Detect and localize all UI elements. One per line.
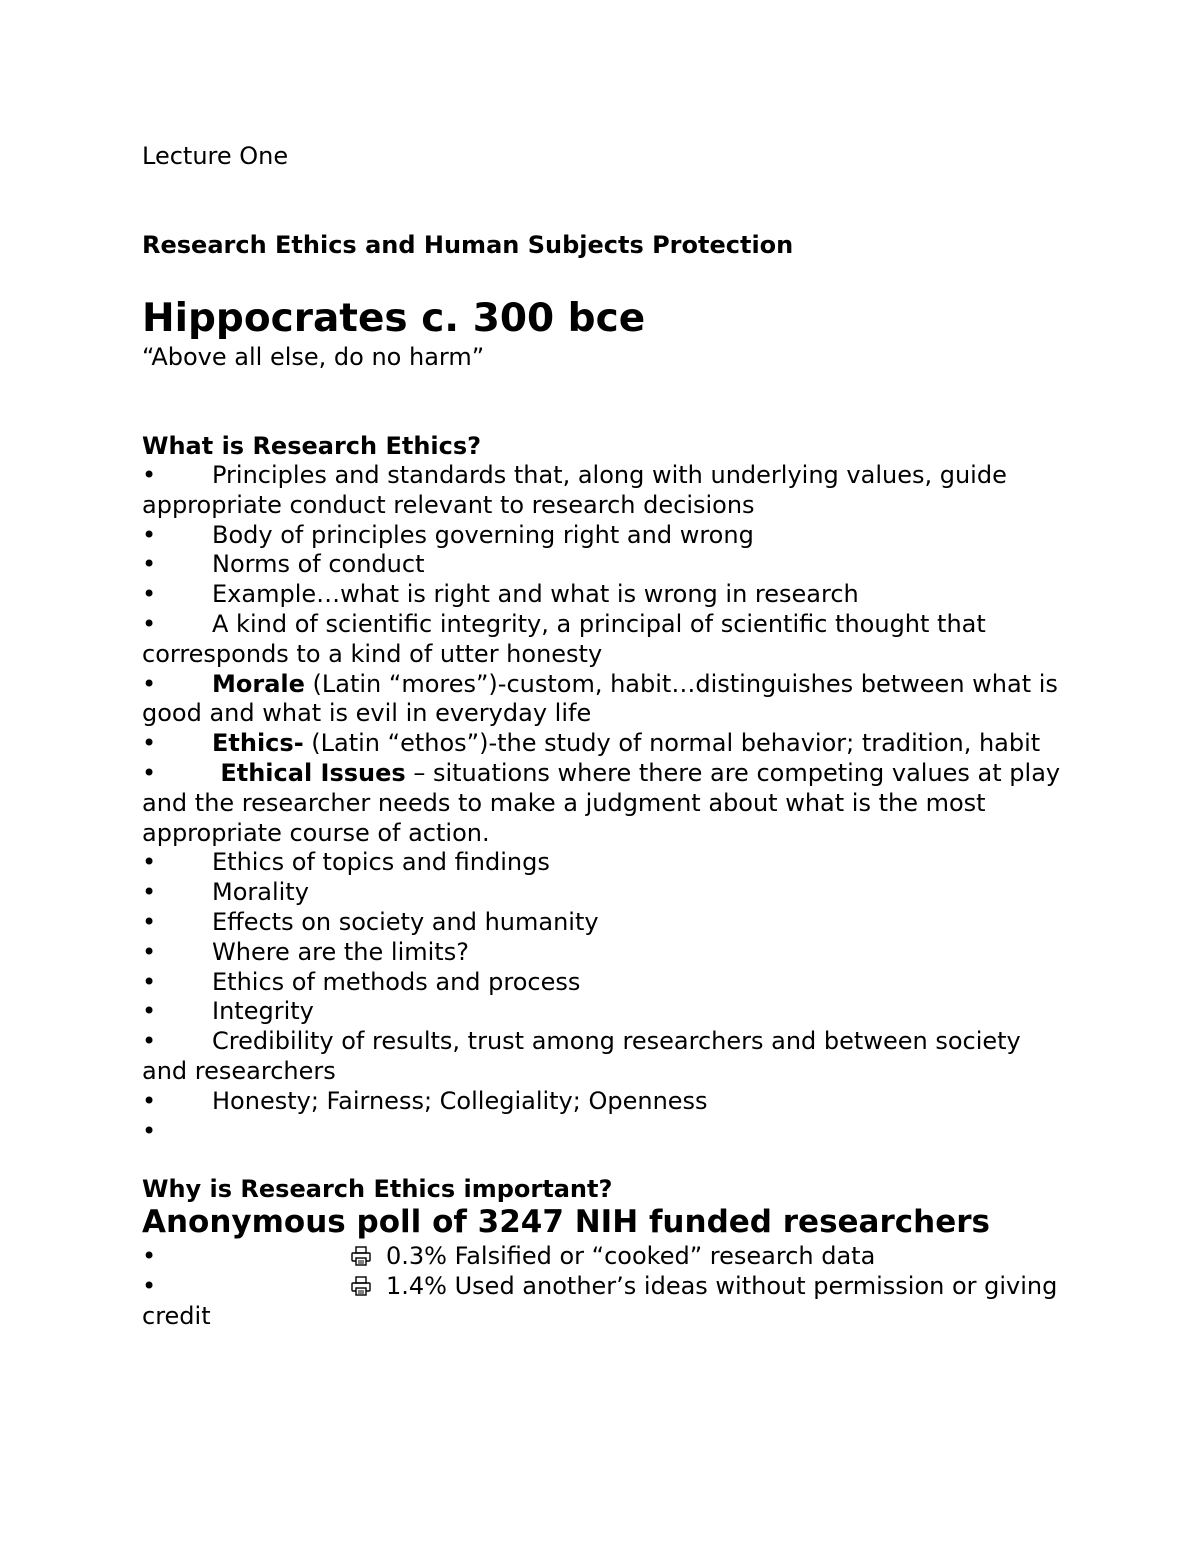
item-text: A kind of scientific integrity, a principal of scientific thought that corresponds to a kind of utter honesty [142, 609, 986, 668]
list-item [142, 997, 1072, 1027]
list-item [142, 968, 1072, 998]
list-item [142, 521, 1072, 551]
term-label: Ethical Issues [212, 758, 406, 787]
term-label: Morale [212, 669, 305, 698]
section-title-what: What is Research Ethics? [142, 432, 482, 460]
list-item [142, 1027, 1072, 1087]
list-item [142, 908, 1072, 938]
item-text: 0.3% Falsified or “cooked” research data [386, 1242, 876, 1271]
bullet-glyph: • [142, 1242, 157, 1271]
item-text: Example…what is right and what is wrong in research [212, 580, 859, 609]
list-item [142, 670, 1072, 730]
why-list [142, 1242, 1072, 1331]
bullet-glyph: • [142, 907, 157, 936]
printer-icon [350, 1274, 372, 1294]
list-item [142, 1087, 1072, 1117]
bullet-glyph: • [142, 1272, 157, 1301]
item-text: Ethics of topics and findings [212, 848, 550, 877]
poll-title: Anonymous poll of 3247 NIH funded researchers [142, 1204, 990, 1241]
list-item [142, 878, 1072, 908]
bullet-glyph: • [142, 937, 157, 966]
term-label: Ethics- [212, 729, 304, 758]
what-list [142, 461, 1072, 1146]
list-item [142, 1117, 1072, 1147]
list-item [142, 1242, 1072, 1272]
item-text: Honesty; Fairness; Collegiality; Openness [212, 1086, 708, 1115]
item-text: Body of principles governing right and wrong [212, 520, 754, 549]
bullet-glyph: • [142, 967, 157, 996]
list-item [142, 461, 1072, 521]
list-item [142, 610, 1072, 670]
bullet-glyph: • [142, 997, 157, 1026]
item-text: Effects on society and humanity [212, 907, 599, 936]
bullet-glyph: • [142, 729, 157, 758]
section-title-why: Why is Research Ethics important? [142, 1175, 613, 1204]
bullet-glyph: • [142, 609, 157, 638]
item-text: Integrity [212, 997, 314, 1026]
printer-icon [350, 1244, 372, 1264]
page-title: Hippocrates c. 300 bce [142, 296, 646, 341]
item-text: Principles and standards that, along with underlying values, guide appropriate conduct relevant to research decisions [142, 461, 1007, 519]
list-item [142, 1272, 1072, 1332]
bullet-glyph: • [142, 580, 157, 609]
list-item [142, 550, 1072, 580]
list-item [142, 729, 1072, 759]
item-text: Where are the limits? [212, 937, 469, 966]
bullet-glyph: • [142, 550, 157, 579]
item-text: Morality [212, 878, 309, 907]
item-text: (Latin “ethos”)-the study of normal behavior; tradition, habit [303, 729, 1041, 758]
list-item [142, 848, 1072, 878]
lecture-label: Lecture One [142, 142, 289, 170]
item-text: Norms of conduct [212, 550, 425, 579]
document-subtitle: Research Ethics and Human Subjects Protection [142, 231, 794, 259]
bullet-glyph: • [142, 520, 157, 549]
bullet-glyph: • [142, 669, 157, 698]
list-item [142, 580, 1072, 610]
bullet-glyph: • [142, 848, 157, 877]
list-item [142, 759, 1072, 848]
bullet-glyph: • [142, 1086, 157, 1115]
document-content [142, 140, 1072, 1332]
bullet-glyph: • [142, 1027, 157, 1056]
item-text: 1.4% Used another’s ideas without permission or giving credit [142, 1272, 1058, 1330]
item-text: – situations where there are competing values at play and the researcher needs to make a judgment about what is the most appropriate course of action. [142, 758, 1061, 847]
item-text: (Latin “mores”)-custom, habit…distinguishes between what is good and what is evil in everyday life [142, 669, 1058, 728]
item-text: Credibility of results, trust among researchers and between society and researchers [142, 1027, 1021, 1085]
bullet-glyph: • [142, 461, 157, 489]
item-text: Ethics of methods and process [212, 967, 581, 996]
bullet-glyph: • [142, 758, 157, 787]
bullet-glyph: • [142, 1116, 157, 1145]
hippocrates-quote: “Above all else, do no harm” [142, 343, 485, 371]
list-item [142, 938, 1072, 968]
bullet-glyph: • [142, 878, 157, 907]
